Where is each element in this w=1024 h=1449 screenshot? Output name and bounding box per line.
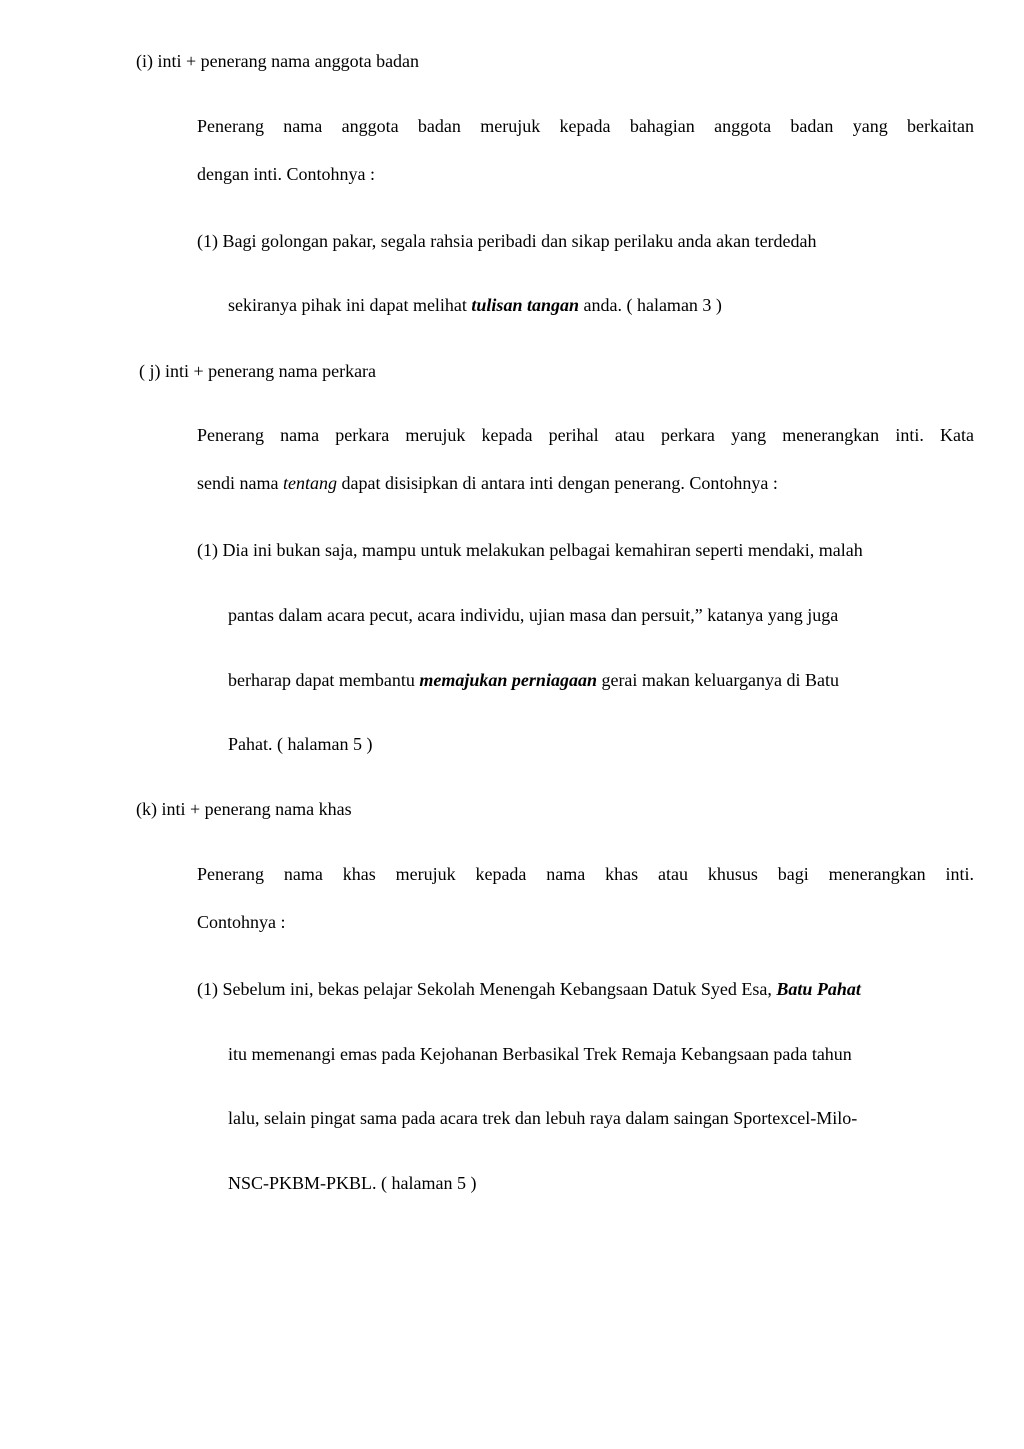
description-italic-term: tentang [282, 473, 337, 493]
section-i-example-line-1: (1) Bagi golongan pakar, segala rahsia peribadi dan sikap perilaku anda akan terdedah [197, 231, 817, 251]
example-highlight-term: tulisan tangan [471, 295, 579, 315]
example-text: berharap dapat membantu [228, 670, 420, 690]
section-heading-k: (k) inti + penerang nama khas [136, 799, 352, 819]
section-k-example-line-1 [197, 978, 861, 1000]
section-j-example-line-3 [228, 669, 839, 691]
section-i-example-line-2 [228, 294, 722, 316]
description-line: Contohnya : [197, 912, 286, 932]
description-line: Penerang nama perkara merujuk kepada perihal atau perkara yang menerangkan inti. Kata [197, 425, 974, 445]
section-heading-j: ( j) inti + penerang nama perkara [139, 361, 377, 381]
description-text: sendi nama [197, 473, 283, 493]
section-heading-i: (i) inti + penerang nama anggota badan [136, 51, 420, 71]
description-text: dapat disisipkan di antara inti dengan penerang. Contohnya : [336, 473, 778, 493]
section-k-example-line-4: NSC-PKBM-PKBL. ( halaman 5 ) [228, 1173, 477, 1193]
description-line [197, 472, 974, 494]
section-k-description [197, 863, 974, 933]
section-j-example-line-1: (1) Dia ini bukan saja, mampu untuk melakukan pelbagai kemahiran seperti mendaki, malah [197, 540, 863, 560]
example-highlight-term: Batu Pahat [776, 979, 861, 999]
description-line: dengan inti. Contohnya : [197, 164, 375, 184]
section-j-example-line-4: Pahat. ( halaman 5 ) [228, 734, 373, 754]
section-k-example-line-2: itu memenangi emas pada Kejohanan Berbasikal Trek Remaja Kebangsaan pada tahun [228, 1044, 852, 1064]
section-i-description [197, 115, 974, 185]
description-line: Penerang nama anggota badan merujuk kepada bahagian anggota badan yang berkaitan [197, 116, 974, 136]
section-j-description [197, 424, 974, 494]
example-text: (1) Sebelum ini, bekas pelajar Sekolah Menengah Kebangsaan Datuk Syed Esa, [197, 979, 777, 999]
description-line: Penerang nama khas merujuk kepada nama khas atau khusus bagi menerangkan inti. [197, 864, 974, 884]
example-highlight-term: memajukan perniagaan [419, 670, 597, 690]
example-text: sekiranya pihak ini dapat melihat [228, 295, 472, 315]
section-j-example-line-2: pantas dalam acara pecut, acara individu, ujian masa dan persuit,” katanya yang juga [228, 605, 839, 625]
example-text: anda. ( halaman 3 ) [578, 295, 722, 315]
example-text: gerai makan keluarganya di Batu [596, 670, 840, 690]
section-k-example-line-3: lalu, selain pingat sama pada acara trek dan lebuh raya dalam saingan Sportexcel-Milo- [228, 1108, 858, 1128]
